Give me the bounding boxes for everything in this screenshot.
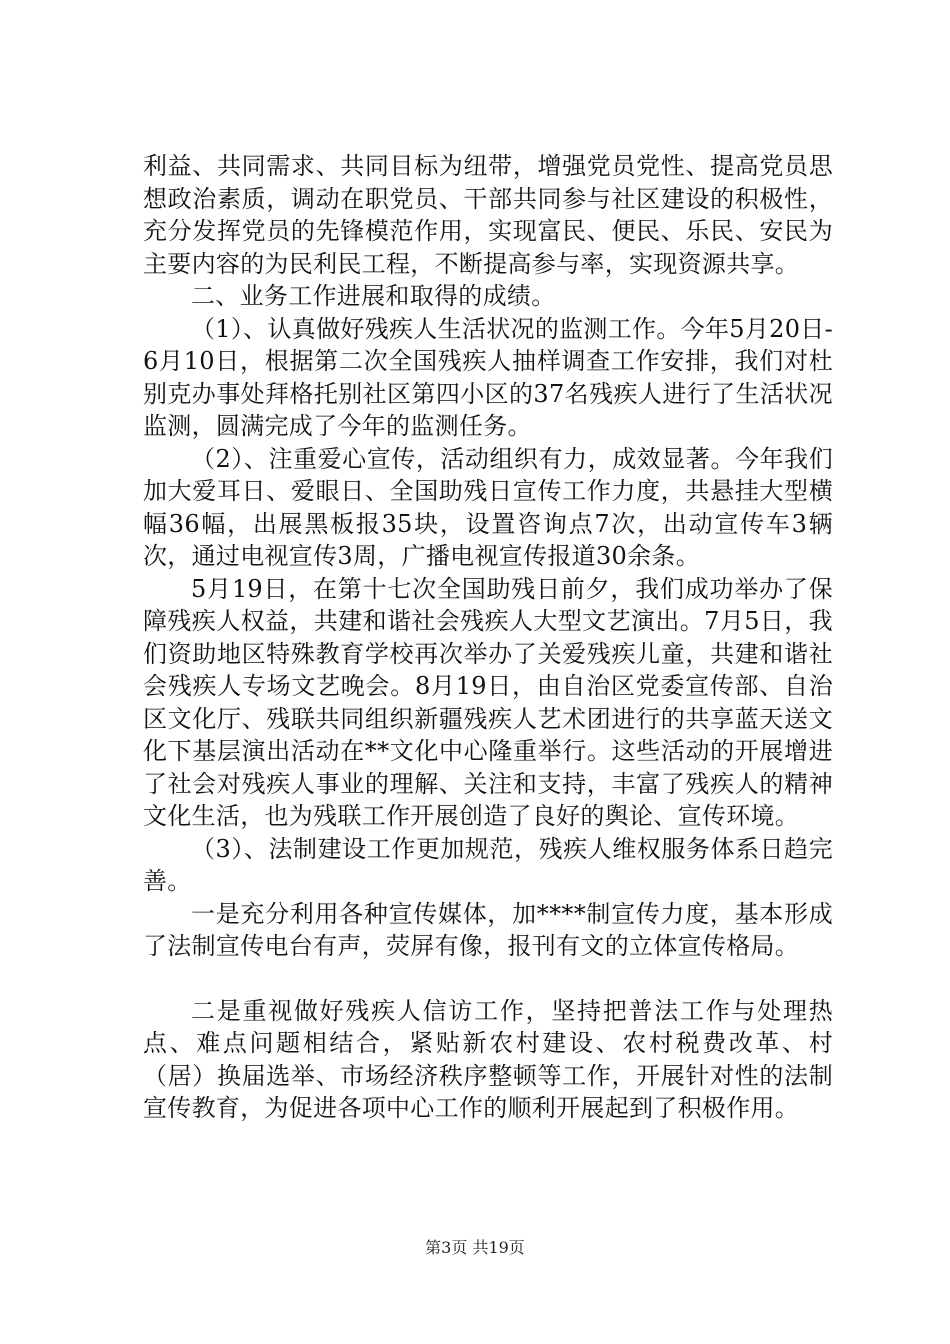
paragraph-monitoring-work: （1）、认真做好残疾人生活状况的监测工作。今年5月20日-6月10日，根据第二次全国残疾人抽样调查工作安排，我们对杜别克办事处拜格托别社区第四小区的37名残疾人进行了生活状况监测，圆满完成了今年的监测任务。 <box>143 314 833 440</box>
paragraph-events: 5月19日，在第十七次全国助残日前夕，我们成功举办了保障残疾人权益，共建和谐社会残疾人大型文艺演出。7月5日，我们资助地区特殊教育学校再次举办了关爱残疾儿童，共建和谐社会残疾人专场文艺晚会。8月19日，由自治区党委宣传部、自治区文化厅、残联共同组织新疆残疾人艺术团进行的共享蓝天送文化下基层演出活动在**文化中心隆重举行。这些活动的开展增进了社会对残疾人事业的理解、关注和支持，丰富了残疾人的精神文化生活，也为残联工作开展创造了良好的舆论、宣传环境。 <box>143 574 833 830</box>
page-number-footer: 第3页 共19页 <box>425 1238 525 1257</box>
paragraph-spacer <box>143 963 833 995</box>
document-body <box>143 150 833 1125</box>
section-heading-business-progress: 二、业务工作进展和取得的成绩。 <box>191 282 556 310</box>
paragraph-publicity: （2）、注重爱心宣传，活动组织有力，成效显著。今年我们加大爱耳日、爱眼日、全国助残日宣传工作力度，共悬挂大型横幅36幅，出展黑板报35块，设置咨询点7次，出动宣传车3辆次，通过电视宣传3周，广播电视宣传报道30余条。 <box>143 444 833 570</box>
paragraph-continuation: 利益、共同需求、共同目标为纽带，增强党员党性、提高党员思想政治素质，调动在职党员、干部共同参与社区建设的积极性，充分发挥党员的先锋模范作用，实现富民、便民、乐民、安民为主要内容的为民利民工程，不断提高参与率，实现资源共享。 <box>143 152 833 278</box>
paragraph-petition-work: 二是重视做好残疾人信访工作，坚持把普法工作与处理热点、难点问题相结合，紧贴新农村建设、农村税费改革、村（居）换届选举、市场经济秩序整顿等工作，开展针对性的法制宣传教育，为促进各项中心工作的顺利开展起到了积极作用。 <box>143 996 833 1122</box>
paragraph-media-use: 一是充分利用各种宣传媒体，加****制宣传力度，基本形成了法制宣传电台有声，荧屏有像，报刊有文的立体宣传格局。 <box>143 899 833 960</box>
paragraph-legal-construction: （3）、法制建设工作更加规范，残疾人维权服务体系日趋完善。 <box>143 834 833 895</box>
